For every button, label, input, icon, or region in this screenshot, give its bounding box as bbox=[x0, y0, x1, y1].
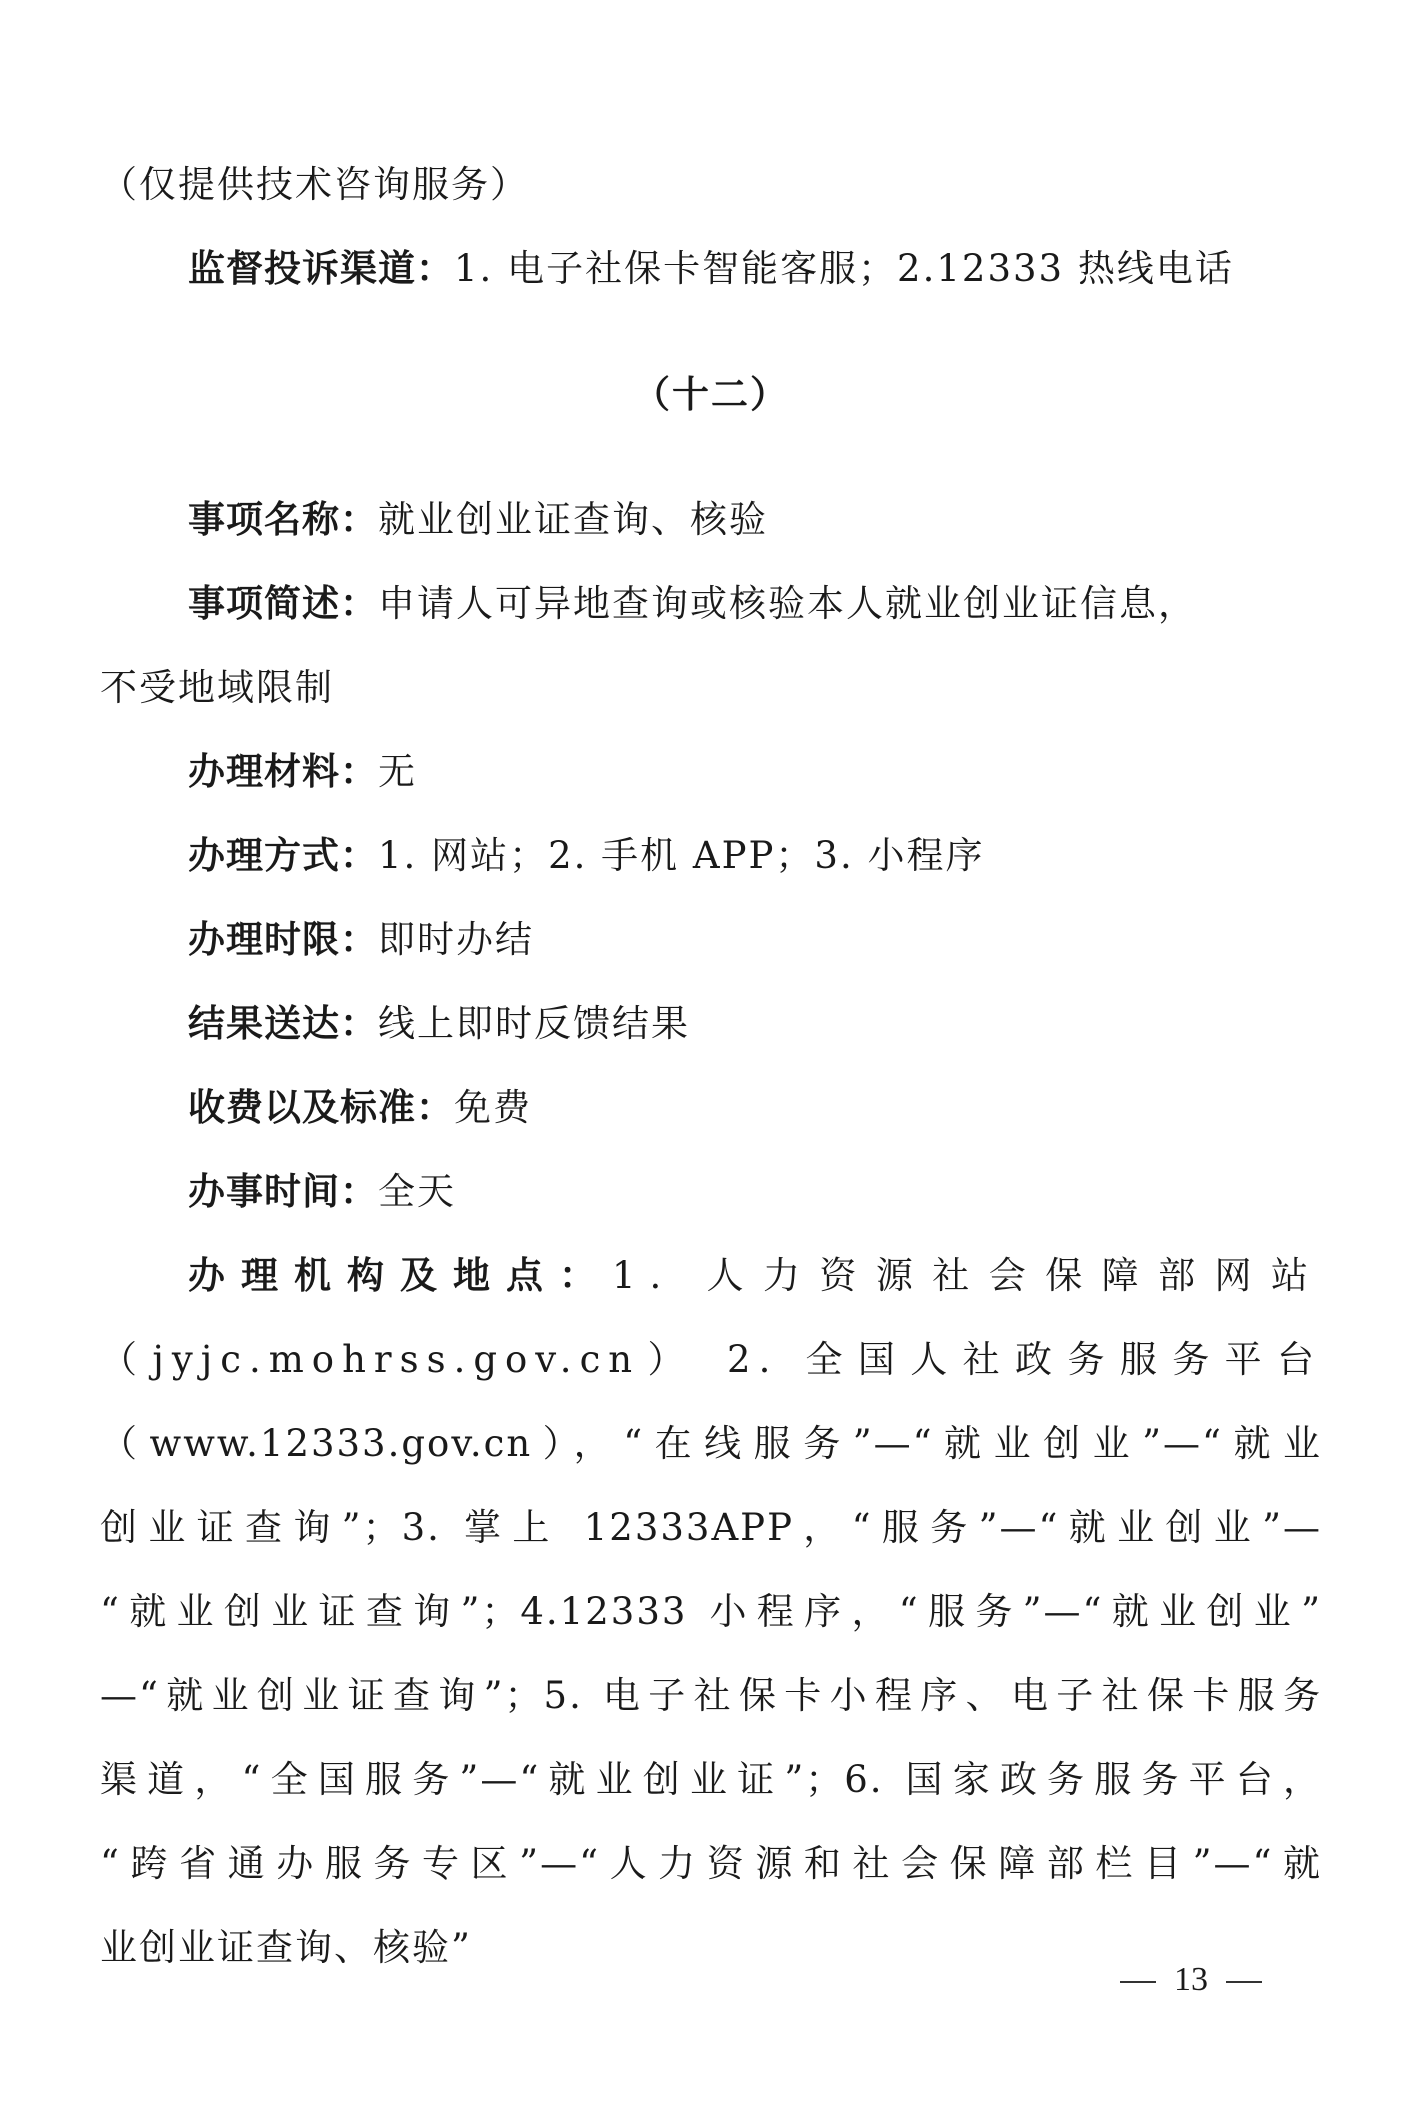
materials-label: 办理材料： bbox=[188, 750, 378, 793]
fee-row bbox=[100, 1066, 1322, 1150]
supervision-channel-value: 1. 电子社保卡智能客服；2.12333 热线电话 bbox=[454, 247, 1234, 290]
hours-value: 全天 bbox=[378, 1170, 456, 1213]
time-limit-label: 办理时限： bbox=[188, 918, 378, 961]
summary-value-line2: 不受地域限制 bbox=[100, 666, 334, 709]
item-name-label: 事项名称： bbox=[188, 498, 378, 541]
location-label: 办理机构及地点： bbox=[188, 1254, 612, 1297]
location-line-1: （jyjc.mohrss.gov.cn） 2. 全国人社政务服务平台 bbox=[100, 1338, 1322, 1381]
summary-value-line1: 申请人可异地查询或核验本人就业创业证信息， bbox=[378, 582, 1197, 625]
consult-note-text: （仅提供技术咨询服务） bbox=[100, 163, 529, 206]
location-line-3: 创业证查询”；3. 掌上 12333APP，“服务”—“就业创业”— bbox=[100, 1506, 1322, 1549]
delivery-row bbox=[100, 982, 1322, 1066]
location-row bbox=[100, 1234, 1322, 1318]
materials-value: 无 bbox=[378, 750, 417, 793]
time-limit-row bbox=[100, 898, 1322, 982]
supervision-channel-row bbox=[100, 227, 1322, 311]
summary-row bbox=[100, 562, 1322, 646]
location-line-8: 业创业证查询、核验” bbox=[100, 1926, 472, 1969]
hours-row bbox=[100, 1150, 1322, 1234]
fee-value: 免费 bbox=[454, 1086, 532, 1129]
method-label: 办理方式： bbox=[188, 834, 378, 877]
item-name-row bbox=[100, 478, 1322, 562]
page-number bbox=[1102, 1960, 1280, 2000]
location-line-5: —“就业创业证查询”；5. 电子社保卡小程序、电子社保卡服务 bbox=[100, 1674, 1322, 1717]
page-number-dash-left bbox=[1120, 1981, 1156, 1983]
hours-label: 办事时间： bbox=[188, 1170, 378, 1213]
page-number-dash-right bbox=[1226, 1981, 1262, 1983]
materials-row bbox=[100, 730, 1322, 814]
supervision-channel-label: 监督投诉渠道： bbox=[188, 247, 454, 290]
section-heading-text: （十二） bbox=[633, 373, 789, 416]
page-number-text: 13 bbox=[1174, 1961, 1208, 1998]
location-line-4: “就业创业证查询”；4.12333 小程序，“服务”—“就业创业” bbox=[100, 1590, 1322, 1633]
time-limit-value: 即时办结 bbox=[378, 918, 534, 961]
location-line-0: 1. 人力资源社会保障部网站 bbox=[612, 1254, 1322, 1297]
item-name-value: 就业创业证查询、核验 bbox=[378, 498, 768, 541]
location-line-2: （www.12333.gov.cn），“在线服务”—“就业创业”—“就业 bbox=[100, 1422, 1322, 1465]
consult-note bbox=[100, 143, 1322, 227]
summary-label: 事项简述： bbox=[188, 582, 378, 625]
delivery-value: 线上即时反馈结果 bbox=[378, 1002, 690, 1045]
method-row bbox=[100, 814, 1322, 898]
fee-label: 收费以及标准： bbox=[188, 1086, 454, 1129]
location-line-7: “跨省通办服务专区”—“人力资源和社会保障部栏目”—“就 bbox=[100, 1842, 1322, 1885]
delivery-label: 结果送达： bbox=[188, 1002, 378, 1045]
section-heading bbox=[100, 353, 1322, 437]
method-value: 1. 网站；2. 手机 APP；3. 小程序 bbox=[378, 834, 985, 877]
location-line-6: 渠道，“全国服务”—“就业创业证”；6. 国家政务服务平台， bbox=[100, 1758, 1322, 1801]
summary-row-continued bbox=[100, 646, 1322, 730]
